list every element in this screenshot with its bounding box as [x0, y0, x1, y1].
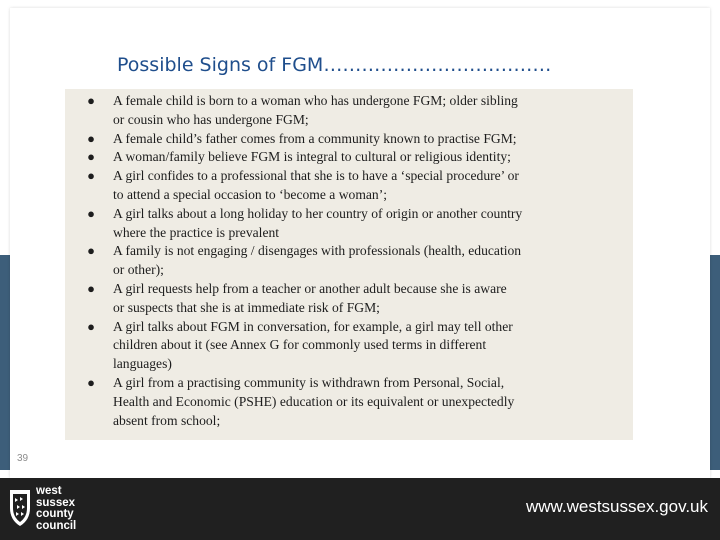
page-number: 39	[17, 453, 29, 464]
sign-text-line: A girl requests help from a teacher or another adult because she is aware	[113, 280, 507, 296]
bullet-icon: ●	[87, 205, 95, 221]
bullet-icon: ●	[87, 93, 95, 108]
bullet-icon: ●	[87, 130, 95, 146]
sign-text-line: to attend a special occasion to ‘become a woman’;	[113, 186, 388, 202]
sign-text-line: A girl talks about a long holiday to her country of origin or another country	[113, 205, 523, 221]
sign-text-line: A girl talks about FGM in conversation, for example, a girl may tell other	[113, 318, 513, 334]
logo-line-county: county	[36, 508, 74, 520]
bullet-icon: ●	[87, 280, 95, 296]
sign-text-line: absent from school;	[113, 412, 221, 428]
sign-text-line: A female child is born to a woman who has undergone FGM; older sibling	[113, 93, 518, 108]
sign-list-item	[85, 148, 629, 167]
sign-text-line: or cousin who has undergone FGM;	[113, 111, 309, 127]
bullet-icon: ●	[87, 243, 95, 259]
bullet-icon: ●	[87, 318, 95, 334]
sign-text-line: A family is not engaging / disengages with professionals (health, education	[113, 243, 522, 259]
guidance-extract-image	[65, 89, 633, 440]
bullet-icon: ●	[87, 168, 95, 184]
logo-line-west: west	[36, 485, 62, 497]
sign-text-line: or other);	[113, 262, 164, 278]
sign-text-line: A girl confides to a professional that she is to have a ‘special procedure’ or	[113, 168, 519, 184]
footer-bar	[0, 478, 720, 540]
logo-wordmark	[36, 486, 106, 532]
sign-text-line: A female child’s father comes from a community known to practise FGM;	[113, 130, 517, 146]
sign-text-line: Health and Economic (PSHE) education or its equivalent or unexpectedly	[113, 393, 515, 409]
sign-list-item	[85, 374, 629, 430]
sign-list-item	[85, 167, 629, 205]
logo-line-sussex: sussex	[36, 496, 76, 509]
website-url: www.westsussex.gov.uk	[525, 497, 708, 516]
shield-crest-icon	[8, 486, 32, 530]
sign-text-line: A woman/family believe FGM is integral to cultural or religious identity;	[113, 149, 511, 165]
sign-text-line: where the practice is prevalent	[113, 224, 280, 240]
sign-list-item	[85, 318, 629, 374]
signs-list	[85, 92, 629, 430]
bullet-icon: ●	[87, 374, 95, 390]
council-logo	[8, 486, 98, 534]
sign-text-line: A girl from a practising community is withdrawn from Personal, Social,	[113, 374, 505, 390]
sign-list-item	[85, 92, 629, 130]
sign-list-item	[85, 280, 629, 318]
slide-title: Possible Signs of FGM………………………………	[117, 54, 552, 76]
sign-list-item	[85, 130, 629, 149]
sign-text-line: or suspects that she is at immediate risk of FGM;	[113, 299, 380, 315]
sign-text-line: languages)	[113, 356, 172, 372]
sign-list-item	[85, 205, 629, 243]
sign-text-line: children about it (see Annex G for commonly used terms in different	[113, 337, 487, 353]
logo-line-council: council	[36, 519, 77, 532]
sign-list-item	[85, 242, 629, 280]
bullet-icon: ●	[87, 149, 95, 165]
